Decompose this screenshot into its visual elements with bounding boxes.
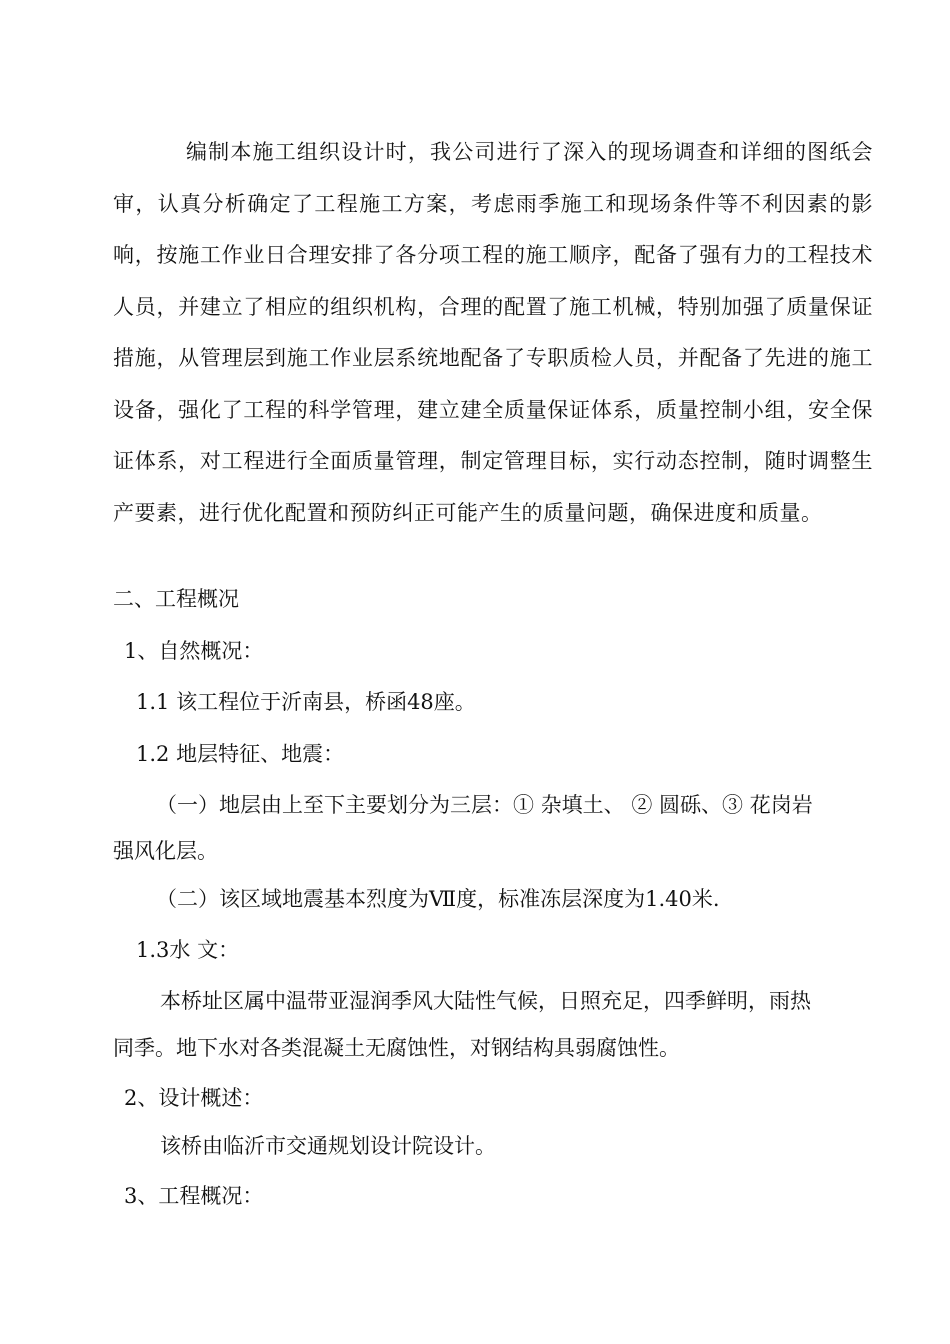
hydro-line-2: 同季。地下水对各类混凝土无腐蚀性，对钢结构具弱腐蚀性。: [113, 1036, 680, 1060]
subsection-heading-overview: 3、工程概况：: [124, 1184, 264, 1208]
section-heading: 二、工程概况: [113, 587, 239, 611]
item-1-1: 1.1 该工程位于沂南县，桥函48座。: [136, 690, 476, 714]
design-text: 该桥由临沂市交通规划设计院设计。: [160, 1134, 496, 1158]
intro-paragraph: 编制本施工组织设计时，我公司进行了深入的现场调查和详细的图纸会审，认真分析确定了工程施工方案，考虑雨季施工和现场条件等不利因素的影响，按施工作业日合理安排了各分项工程的施工顺序，配备了强有力的工程技术人员，并建立了相应的组织机构，合理的配置了施工机械，特别加强了质量保证措施，从管理层到施工作业层系统地配备了专职质检人员，并配备了先进的施工设备，强化了工程的科学管理，建立建全质量保证体系，质量控制小组，安全保证体系，对工程进行全面质量管理，制定管理目标，实行动态控制，随时调整生产要素，进行优化配置和预防纠正可能产生的质量问题，确保进度和质量。: [113, 140, 873, 525]
hydro-line-1: 本桥址区属中温带亚湿润季风大陆性气候，日照充足，四季鲜明，雨热: [160, 989, 811, 1013]
seismic-line: （二）该区域地震基本烈度为Ⅶ度，标准冻层深度为1.40米.: [156, 887, 720, 911]
subsection-heading-natural: 1、自然概况：: [124, 639, 264, 663]
strata-line-2: 强风化层。: [113, 839, 218, 863]
item-1-3: 1.3水 文：: [136, 938, 240, 962]
item-1-2: 1.2 地层特征、地震：: [136, 742, 345, 766]
subsection-heading-design: 2、设计概述：: [124, 1086, 264, 1110]
strata-line-1: （一）地层由上至下主要划分为三层：① 杂填土、 ② 圆砾、③ 花岗岩: [156, 793, 813, 817]
